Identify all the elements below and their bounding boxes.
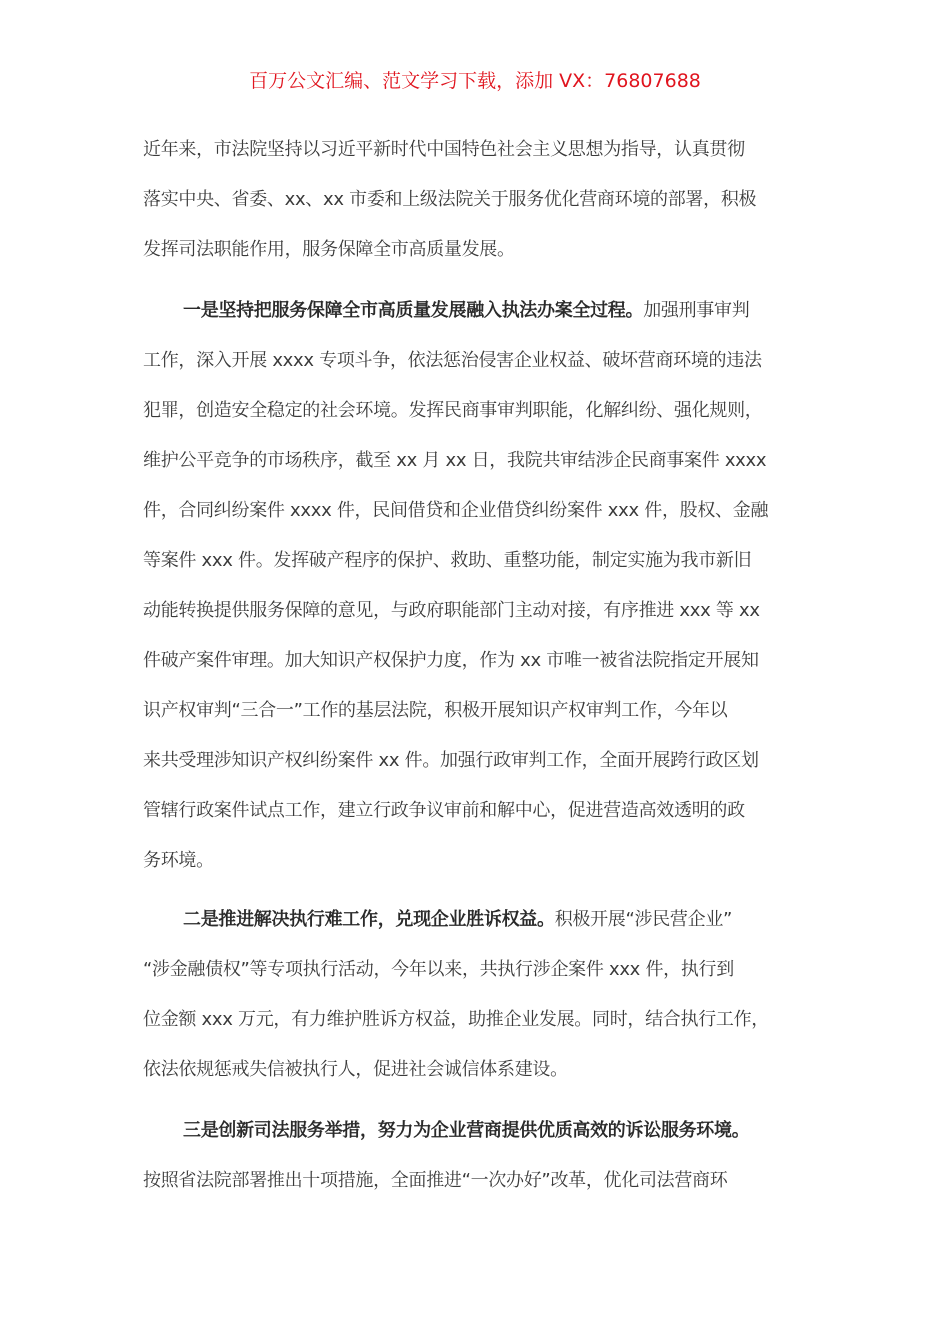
text-line: 务环境。	[143, 850, 214, 871]
text-line: 工作，深入开展 xxxx 专项斗争，依法惩治侵害企业权益、破坏营商环境的违法	[143, 350, 762, 371]
text-line: 按照省法院部署推出十项措施，全面推进“一次办好”改革，优化司法营商环	[143, 1170, 728, 1191]
text-line: 发挥司法职能作用，服务保障全市高质量发展。	[143, 239, 515, 260]
text-line: 件破产案件审理。加大知识产权保护力度，作为 xx 市唯一被省法院指定开展知	[143, 650, 759, 671]
paragraph-heading: 二是推进解决执行难工作，兑现企业胜诉权益。	[183, 909, 555, 930]
watermark-header: 百万公文汇编、范文学习下载，添加 VX：76807688	[249, 70, 701, 92]
text-line: 近年来，市法院坚持以习近平新时代中国特色社会主义思想为指导，认真贯彻	[143, 139, 745, 160]
paragraph-three	[143, 1106, 813, 1206]
paragraph-one	[143, 286, 813, 886]
text-line: 犯罪，创造安全稳定的社会环境。发挥民商事审判职能，化解纠纷、强化规则，	[143, 400, 763, 421]
text-line: 动能转换提供服务保障的意见，与政府职能部门主动对接，有序推进 xxx 等 xx	[143, 600, 760, 621]
text-line: 依法依规惩戒失信被执行人，促进社会诚信体系建设。	[143, 1059, 568, 1080]
paragraph-heading: 一是坚持把服务保障全市高质量发展融入执法办案全过程。	[183, 300, 644, 321]
text-line: 位金额 xxx 万元，有力维护胜诉方权益，助推企业发展。同时，结合执行工作，	[143, 1009, 769, 1030]
text-line: 落实中央、省委、xx、xx 市委和上级法院关于服务优化营商环境的部署，积极	[143, 189, 757, 210]
text-line: 积极开展“涉民营企业”	[554, 909, 733, 930]
text-line: 维护公平竞争的市场秩序，截至 xx 月 xx 日，我院共审结涉企民商事案件 xxxx	[143, 450, 767, 471]
text-line: “涉金融债权”等专项执行活动，今年以来，共执行涉企案件 xxx 件，执行到	[143, 959, 734, 980]
intro-paragraph	[143, 125, 813, 275]
text-line: 加强刑事审判	[643, 300, 750, 321]
paragraph-two	[143, 895, 813, 1095]
text-line: 管辖行政案件试点工作，建立行政争议审前和解中心，促进营造高效透明的政	[143, 800, 745, 821]
text-line: 来共受理涉知识产权纠纷案件 xx 件。加强行政审判工作，全面开展跨行政区划	[143, 750, 759, 771]
text-line: 等案件 xxx 件。发挥破产程序的保护、救助、重整功能，制定实施为我市新旧	[143, 550, 752, 571]
text-line: 件，合同纠纷案件 xxxx 件，民间借贷和企业借贷纠纷案件 xxx 件，股权、金融	[143, 500, 769, 521]
paragraph-heading: 三是创新司法服务举措，努力为企业营商提供优质高效的诉讼服务环境。	[183, 1120, 750, 1141]
text-line: 识产权审判“三合一”工作的基层法院，积极开展知识产权审判工作，今年以	[143, 700, 728, 721]
